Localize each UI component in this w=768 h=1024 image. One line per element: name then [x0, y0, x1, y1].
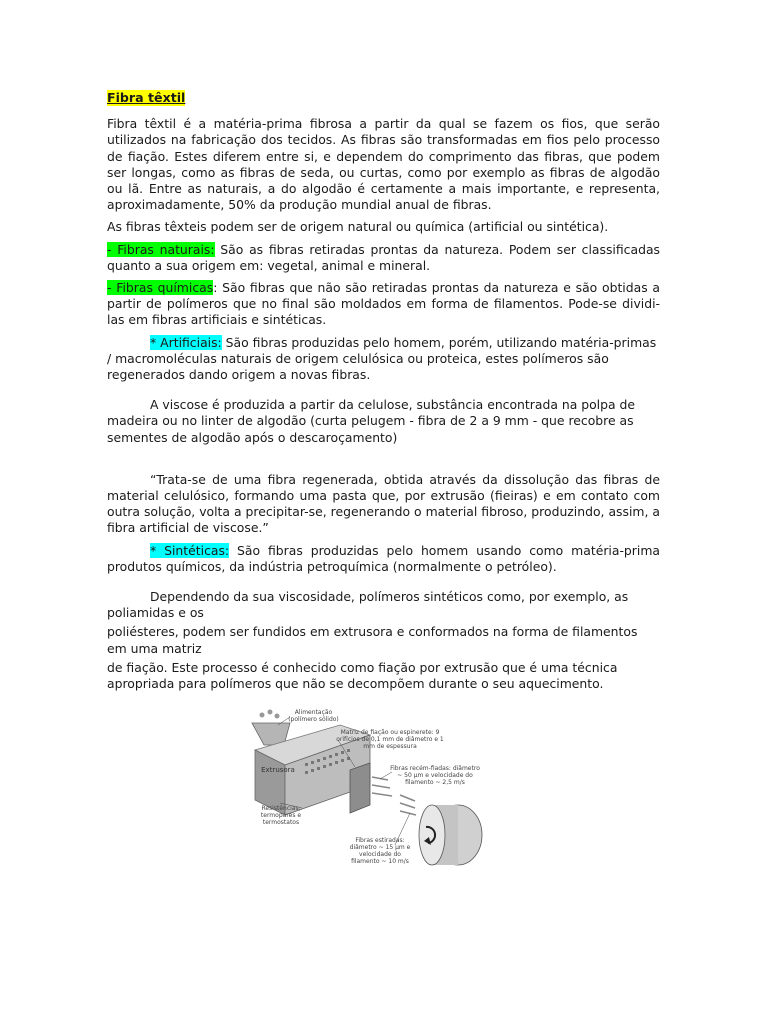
feed-label: Alimentação (polímero sólido) — [288, 709, 339, 723]
natural-fibers-label: - Fibras naturais: — [107, 241, 215, 257]
synthetic-fibers-paragraph — [107, 543, 660, 575]
chemical-fibers-label: - Fibras químicas — [107, 280, 214, 296]
pellet-icon — [260, 713, 265, 718]
pellet-icon — [268, 710, 273, 715]
intro-paragraph: Fibra têxtil é a matéria-prima fibrosa a partir da qual se fazem os fios, que serão utilizados na fabricação dos tecidos. As fibras são transformadas em fios pelo processo de fiação. Estes diferem entre si, e dependem do comprimento das fibras, que podem ser longas, como as fibras de seda, ou curtas, como por exemplo as fibras de algodão ou lã. Entre as naturais, a do algodão é certamente a mais importante, e representa, aproximadamente, 50% da produção mundial anual de fibras. — [107, 116, 660, 213]
extrusion-diagram — [250, 705, 490, 875]
extrusion-line-2: poliésteres, podem ser fundidos em extrusora e conformados na forma de filamentos em uma matriz — [107, 624, 638, 656]
heaters-label: Resistências, termopares e termostatos — [260, 805, 302, 826]
spinneret-die — [350, 763, 370, 813]
artificial-fibers-text: São fibras produzidas pelo homem, porém, utilizando matéria-primas / macromoléculas naturais de origem celulósica ou proteica, estes polímeros são regenerados dando origem a novas fibras. — [107, 334, 657, 383]
viscose-paragraph: A viscose é produzida a partir da celulose, substância encontrada na polpa de madeira ou no linter de algodão (curta pelugem - fibra de 2 a 9 mm - que recobre as sementes de algodão após o descaroçamento) — [107, 397, 636, 445]
drawn-fibers-label: Fibras estiradas: diâmetro ~ 15 µm e velocidade do filamento ~ 10 m/s — [349, 837, 411, 865]
roller-face — [419, 805, 445, 865]
artificial-fibers-label: * Artificiais: — [150, 334, 222, 350]
chemical-fibers-paragraph — [107, 280, 660, 329]
document-body — [107, 90, 660, 698]
matrix-label: Matriz de fiação ou espinerete: 9 orifícios de 0,1 mm de diâmetro e 1 mm de espessura — [336, 729, 444, 750]
artificial-fibers-paragraph — [107, 335, 660, 384]
viscose-quote: “Trata-se de uma fibra regenerada, obtida através da dissolução das fibras de material celulósico, formando uma pasta que, por extrusão (fieiras) e em contato com outra solução, volta a precipitar-se, regenerando o material fibroso, produzindo, assim, a fibra artificial de viscose.” — [107, 471, 660, 536]
synthetic-fibers-label: * Sintéticas: — [150, 542, 230, 558]
page-title: Fibra têxtil — [107, 90, 186, 105]
pellet-icon — [275, 714, 280, 719]
fresh-fibers-label: Fibras recém-fiadas: diâmetro ~ 50 µm e velocidade do filamento ~ 2,5 m/s — [390, 765, 480, 786]
natural-fibers-paragraph — [107, 242, 660, 274]
chemical-fibers-text: : São fibras que não são retiradas prontas da natureza e são obtidas a partir de polímeros que no final são moldados em forma de filamentos. Pode-se dividi-las em fibras artificiais e sintéticas. — [107, 280, 660, 328]
synthetic-fibers-text: São fibras produzidas pelo homem usando como matéria-prima produtos químicos, da indústria petroquímica (normalmente o petróleo). — [107, 542, 660, 574]
extrusion-line-3: de fiação. Este processo é conhecido como fiação por extrusão que é uma técnica apropriada para polímeros que não se decompõem durante o seu aquecimento. — [107, 659, 618, 692]
extruder-label: Extrusora — [261, 766, 295, 774]
natural-fibers-text: São as fibras retiradas prontas da natureza. Podem ser classificadas quanto a sua origem em: vegetal, animal e mineral. — [107, 241, 660, 273]
origin-paragraph: As fibras têxteis podem ser de origem natural ou química (artificial ou sintética). — [107, 219, 609, 235]
extrusion-line-1: Dependendo da sua viscosidade, polímeros sintéticos como, por exemplo, as poliamidas e os — [107, 589, 629, 621]
